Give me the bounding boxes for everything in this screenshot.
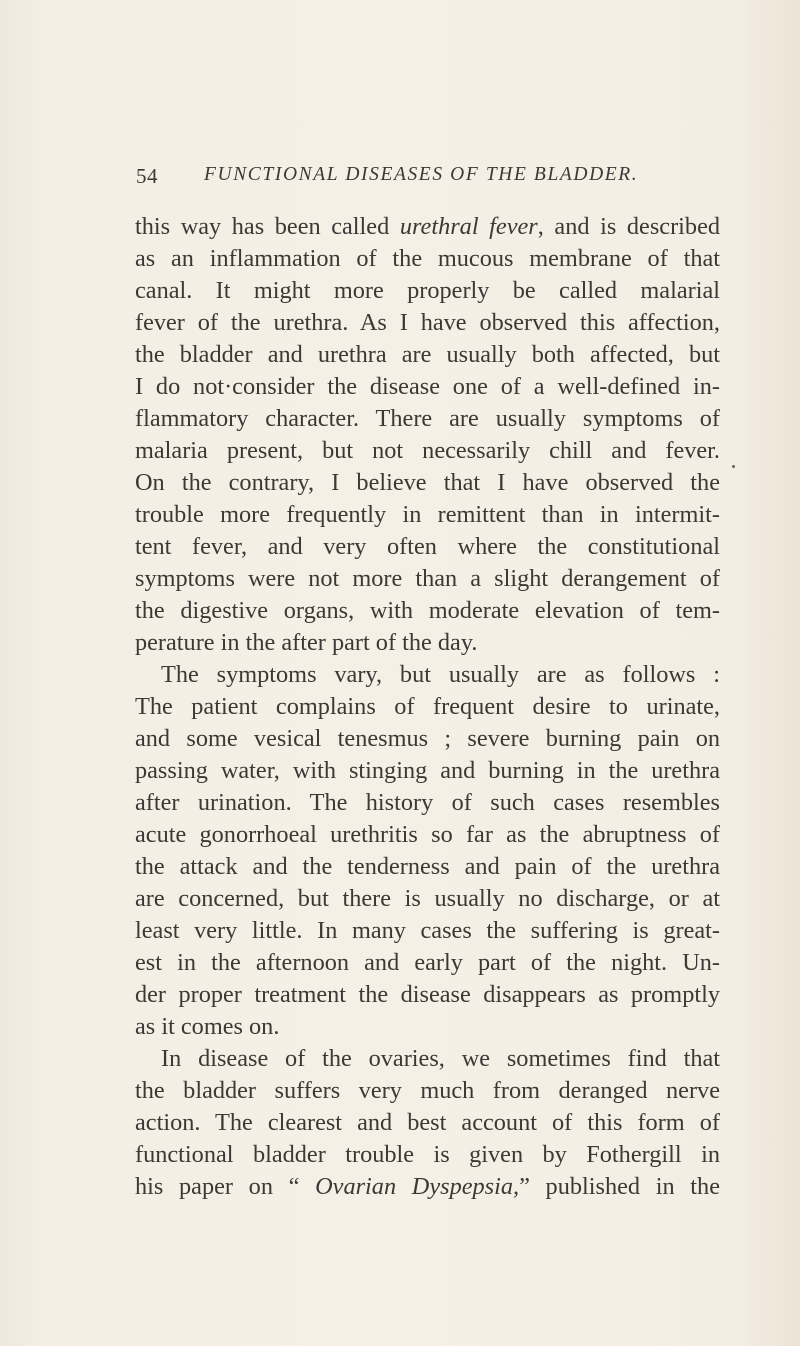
- stray-print-mark: [732, 465, 735, 468]
- line-segment: fever of the urethra. As I have observed this affection,: [135, 309, 720, 336]
- text-line: [135, 371, 720, 403]
- line-segment: canal. It might more properly be called malarial: [135, 277, 720, 304]
- line-segment: tent fever, and very often where the constitutional: [135, 533, 720, 560]
- line-segment: On the contrary, I believe that I have observed the: [135, 469, 720, 496]
- text-line: [135, 755, 720, 787]
- text-line: [135, 339, 720, 371]
- text-line: [135, 947, 720, 979]
- text-line: [135, 691, 720, 723]
- line-segment: his paper on “: [135, 1173, 316, 1200]
- line-segment: as an inflammation of the mucous membrane of that: [135, 245, 720, 272]
- text-line: [135, 915, 720, 947]
- line-segment: and some vesical tenesmus ; severe burning pain on: [135, 725, 720, 752]
- page-number: 54: [136, 164, 158, 188]
- line-segment: are concerned, but there is usually no discharge, or at: [135, 885, 720, 912]
- line-segment: symptoms were not more than a slight derangement of: [135, 565, 720, 592]
- text-line: [135, 979, 720, 1011]
- italic-term: urethral fever: [399, 213, 538, 240]
- line-segment: the bladder suffers very much from deranged nerve: [135, 1077, 720, 1104]
- line-segment: the digestive organs, with moderate elevation of tem-: [135, 597, 720, 624]
- line-segment: as it comes on.: [135, 1013, 280, 1040]
- line-segment: this way has been called: [135, 213, 400, 240]
- line-segment: acute gonorrhoeal urethritis so far as the abruptness of: [135, 821, 720, 848]
- line-segment: est in the afternoon and early part of the night. Un-: [135, 949, 720, 976]
- page-header: [136, 164, 696, 194]
- text-line: [135, 563, 720, 595]
- text-line: [135, 1011, 720, 1043]
- text-line: [135, 883, 720, 915]
- line-segment: the attack and the tenderness and pain of the urethra: [135, 853, 720, 880]
- line-segment: passing water, with stinging and burning in the urethra: [135, 757, 720, 784]
- text-line: [135, 787, 720, 819]
- line-segment: perature in the after part of the day.: [135, 629, 478, 656]
- line-segment: In disease of the ovaries, we sometimes find that: [161, 1045, 720, 1072]
- line-segment: der proper treatment the disease disappears as promptly: [135, 981, 720, 1008]
- text-line: [135, 659, 720, 691]
- line-segment: functional bladder trouble is given by Fothergill in: [135, 1141, 720, 1168]
- text-line: [135, 211, 720, 243]
- italic-term: Ovarian Dyspepsia,: [315, 1173, 520, 1200]
- text-line: [135, 1139, 720, 1171]
- text-line: [135, 1107, 720, 1139]
- text-line: [135, 851, 720, 883]
- running-title: FUNCTIONAL DISEASES OF THE BLADDER.: [204, 164, 639, 185]
- line-segment: The symptoms vary, but usually are as follows :: [161, 661, 720, 688]
- text-line: [135, 1075, 720, 1107]
- text-line: [135, 499, 720, 531]
- text-line: [135, 467, 720, 499]
- line-segment: after urination. The history of such cases resembles: [135, 789, 720, 816]
- text-line: [135, 1043, 720, 1075]
- body-text: [135, 211, 720, 1203]
- text-line: [135, 275, 720, 307]
- line-segment: , and is described: [537, 213, 721, 240]
- line-segment: ” published in the: [519, 1173, 720, 1200]
- text-line: [135, 307, 720, 339]
- text-line: [135, 627, 720, 659]
- line-segment: I do not·consider the disease one of a well-defined in-: [135, 373, 720, 400]
- line-segment: the bladder and urethra are usually both affected, but: [135, 341, 720, 368]
- line-segment: The patient complains of frequent desire to urinate,: [135, 693, 720, 720]
- text-line: [135, 595, 720, 627]
- text-line: [135, 723, 720, 755]
- line-segment: flammatory character. There are usually symptoms of: [135, 405, 720, 432]
- text-line: [135, 819, 720, 851]
- line-segment: least very little. In many cases the suffering is great-: [135, 917, 720, 944]
- text-line: [135, 531, 720, 563]
- line-segment: malaria present, but not necessarily chill and fever.: [135, 437, 720, 464]
- text-line: [135, 243, 720, 275]
- line-segment: trouble more frequently in remittent than in intermit-: [135, 501, 720, 528]
- line-segment: action. The clearest and best account of this form of: [135, 1109, 720, 1136]
- text-line: [135, 1171, 720, 1203]
- text-line: [135, 403, 720, 435]
- text-line: [135, 435, 720, 467]
